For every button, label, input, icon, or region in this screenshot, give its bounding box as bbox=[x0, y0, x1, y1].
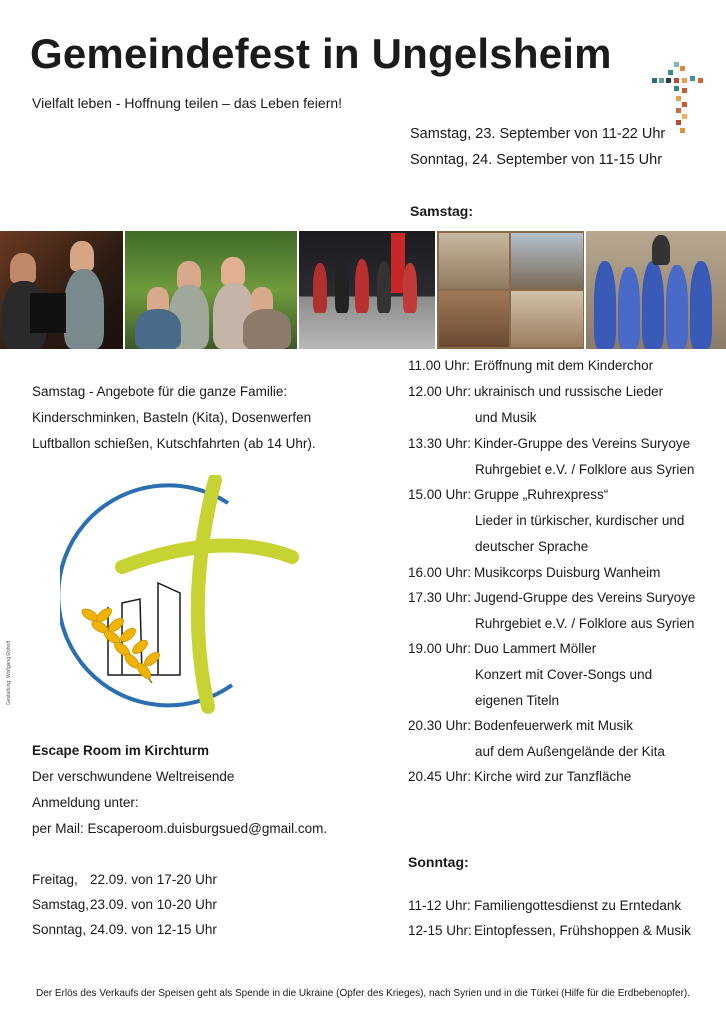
schedule-text: auf dem Außengelände der Kita bbox=[475, 744, 665, 759]
schedule-row bbox=[408, 641, 596, 656]
photo-strip bbox=[0, 231, 726, 349]
guitar-group-photo bbox=[125, 231, 298, 349]
schedule-text: Gruppe „Ruhrexpress“ bbox=[474, 487, 609, 502]
schedule-time: 12.00 Uhr: bbox=[408, 384, 472, 399]
escape-time-row bbox=[32, 872, 217, 887]
schedule-text: Duo Lammert Möller bbox=[474, 641, 597, 656]
schedule-time: 16.00 Uhr: bbox=[408, 565, 472, 580]
footer-note: Der Erlös des Verkaufs der Speisen geht als Spende in die Ukraine (Opfer des Krieges), nach Syrien und in die Türkei (Hilfe für die Erdbebenopfer). bbox=[35, 988, 691, 999]
family-line: Kinderschminken, Basteln (Kita), Dosenwerfen bbox=[32, 410, 312, 425]
date-saturday: Samstag, 23. September von 11-22 Uhr bbox=[410, 126, 666, 142]
band-photo bbox=[0, 231, 123, 349]
escape-email: per Mail: Escaperoom.duisburgsued@gmail.com. bbox=[32, 821, 328, 836]
stage-performance-photo bbox=[299, 231, 435, 349]
schedule-row bbox=[408, 590, 695, 605]
schedule-text: ukrainisch und russische Lieder bbox=[474, 384, 664, 399]
schedule-text: Konzert mit Cover-Songs und bbox=[475, 667, 653, 682]
schedule-row bbox=[408, 436, 690, 451]
schedule-text: Ruhrgebiet e.V. / Folklore aus Syrien bbox=[475, 616, 695, 631]
schedule-time: 11-12 Uhr: bbox=[408, 898, 471, 913]
schedule-time: 20.30 Uhr: bbox=[408, 718, 472, 733]
schedule-time: 19.00 Uhr: bbox=[408, 641, 472, 656]
schedule-time: 11.00 Uhr: bbox=[408, 358, 471, 373]
schedule-text: Ruhrgebiet e.V. / Folklore aus Syrien bbox=[475, 462, 695, 477]
design-credit: Gestaltung: Wolfgang Rohoff bbox=[6, 640, 12, 705]
schedule-text: Familiengottesdienst zu Erntedank bbox=[474, 898, 682, 913]
schedule-time: 12-15 Uhr: bbox=[408, 923, 472, 938]
escape-day: Sonntag, bbox=[32, 922, 87, 937]
schedule-text: Lieder in türkischer, kurdischer und bbox=[475, 513, 685, 528]
escape-time-row bbox=[32, 897, 217, 912]
schedule-text: deutscher Sprache bbox=[475, 539, 589, 554]
saturday-heading: Samstag: bbox=[410, 203, 474, 219]
tagline: Vielfalt leben - Hoffnung teilen – das Leben feiern! bbox=[32, 95, 343, 111]
schedule-time: 17.30 Uhr: bbox=[408, 590, 472, 605]
schedule-text: Kinder-Gruppe des Vereins Suryoye bbox=[474, 436, 691, 451]
family-line: Luftballon schießen, Kutschfahrten (ab 14 Uhr). bbox=[32, 436, 316, 451]
schedule-row bbox=[408, 898, 681, 913]
schedule-text: Eröffnung mit dem Kinderchor bbox=[474, 358, 654, 373]
children-folklore-group-photo bbox=[586, 231, 726, 349]
schedule-text: eigenen Titeln bbox=[475, 693, 560, 708]
escape-time: 23.09. von 10-20 Uhr bbox=[90, 897, 217, 912]
schedule-row bbox=[408, 358, 653, 373]
escape-time: 22.09. von 17-20 Uhr bbox=[90, 872, 217, 887]
schedule-row bbox=[408, 487, 608, 502]
escape-day: Samstag, bbox=[32, 897, 90, 912]
escape-time-row bbox=[32, 922, 217, 937]
schedule-text: Jugend-Gruppe des Vereins Suryoye bbox=[474, 590, 696, 605]
schedule-row bbox=[408, 384, 663, 399]
escape-heading: Escape Room im Kirchturm bbox=[32, 743, 210, 758]
church-interior-collage bbox=[437, 231, 585, 349]
church-logo-icon bbox=[60, 475, 300, 715]
schedule-time: 13.30 Uhr: bbox=[408, 436, 472, 451]
escape-time: 24.09. von 12-15 Uhr bbox=[90, 922, 217, 937]
schedule-text: Kirche wird zur Tanzfläche bbox=[474, 769, 632, 784]
sunday-heading: Sonntag: bbox=[408, 854, 469, 870]
family-heading: Samstag - Angebote für die ganze Familie: bbox=[32, 384, 288, 399]
schedule-text: Musikcorps Duisburg Wanheim bbox=[474, 565, 661, 580]
date-sunday: Sonntag, 24. September von 11-15 Uhr bbox=[410, 152, 663, 168]
schedule-row bbox=[408, 565, 660, 580]
schedule-row bbox=[408, 769, 631, 784]
escape-line: Anmeldung unter: bbox=[32, 795, 139, 810]
schedule-text: Eintopfessen, Frühshoppen & Musik bbox=[474, 923, 691, 938]
schedule-text: Bodenfeuerwerk mit Musik bbox=[474, 718, 634, 733]
page-title: Gemeindefest in Ungelsheim bbox=[30, 30, 612, 77]
schedule-time: 20.45 Uhr: bbox=[408, 769, 472, 784]
schedule-text: und Musik bbox=[475, 410, 537, 425]
schedule-row bbox=[408, 923, 691, 938]
escape-line: Der verschwundene Weltreisende bbox=[32, 769, 235, 784]
schedule-row bbox=[408, 718, 633, 733]
escape-day: Freitag, bbox=[32, 872, 78, 887]
schedule-time: 15.00 Uhr: bbox=[408, 487, 472, 502]
